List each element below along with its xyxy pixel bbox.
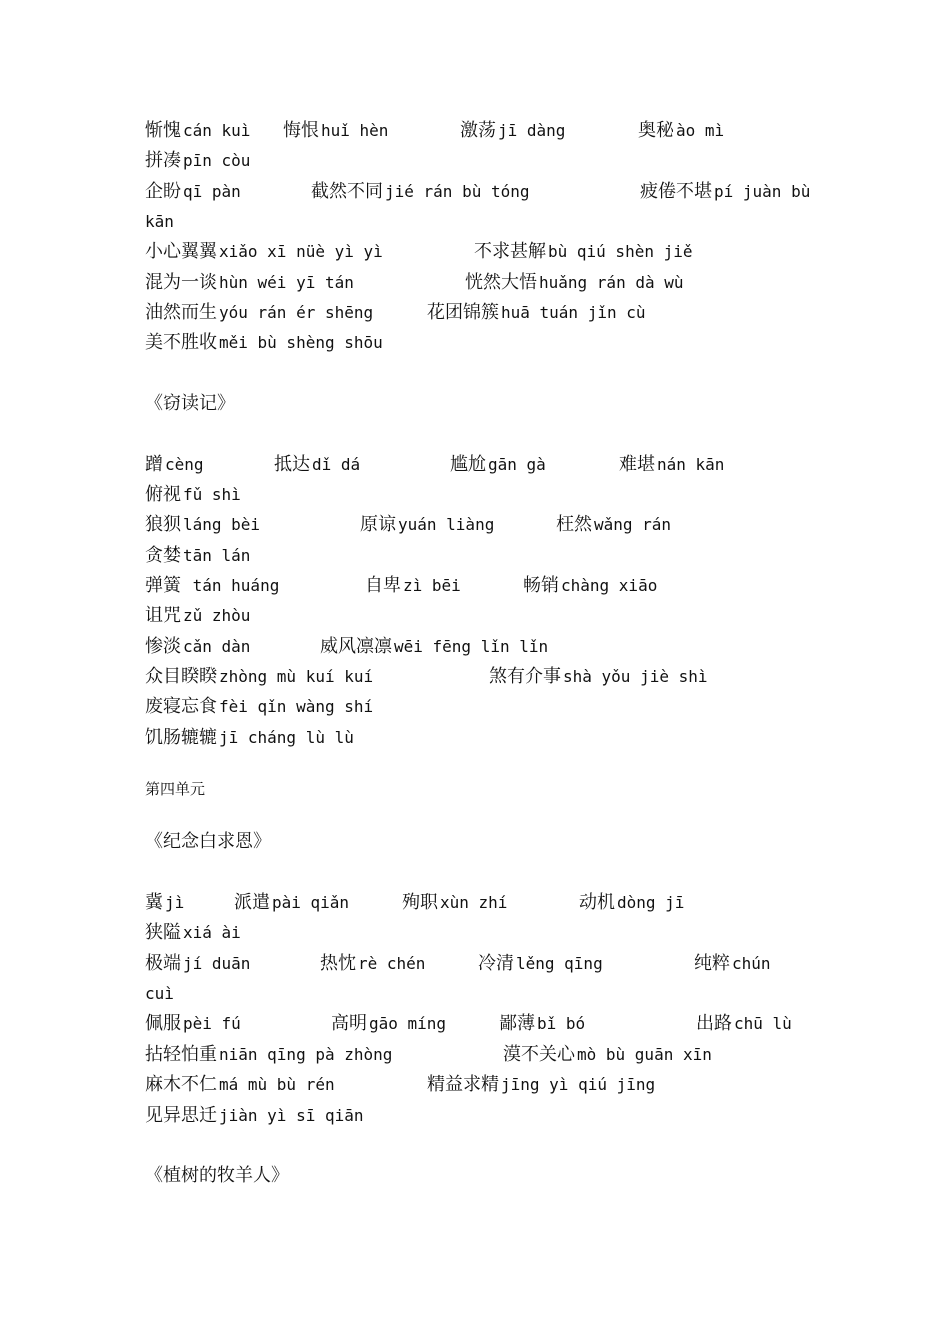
vocab-item: 枉然 wǎng rán (556, 514, 672, 535)
vocab-item: 美不胜收 měi bù shèng shōu (145, 332, 383, 353)
vocab-item: 尴尬 gān gà (450, 454, 546, 475)
vocab-item: 煞有介事 shà yǒu jiè shì (489, 666, 708, 687)
vocab-item: 恍然大悟 huǎng rán dà wù (465, 272, 684, 293)
vocab-item: 极端 jí duān (145, 953, 251, 974)
vocab-item: kān (145, 212, 174, 231)
vocab-item: 众目睽睽 zhòng mù kuí kuí (145, 666, 374, 687)
vocab-item: 威风凛凛 wēi fēng lǐn lǐn (320, 636, 549, 657)
vocab-item: 鄙薄 bǐ bó (499, 1013, 586, 1034)
vocab-item: 企盼 qī pàn (145, 181, 241, 202)
vocab-item: 蹭 cèng (145, 454, 204, 475)
vocab-item: 弹簧 tán huáng (145, 575, 280, 596)
vocab-item: 出路 chū lù (696, 1013, 792, 1034)
vocab-item: 纯粹 chún (694, 953, 771, 974)
vocab-item: 油然而生 yóu rán ér shēng (145, 302, 374, 323)
vocab-item: 派遣 pài qiǎn (234, 892, 350, 913)
vocab-item: 悔恨 huǐ hèn (283, 120, 389, 141)
vocab-item: 高明 gāo míng (331, 1013, 447, 1034)
vocab-item: 拈轻怕重 niān qīng pà zhòng (145, 1044, 393, 1065)
vocab-item: 饥肠辘辘 jī cháng lù lù (145, 727, 354, 748)
vocab-item: 冀 jì (145, 892, 185, 913)
vocab-item: 小心翼翼 xiǎo xī nüè yì yì (145, 241, 383, 262)
vocab-item: 不求甚解 bù qiú shèn jiě (474, 241, 693, 262)
section-heading: 《纪念白求恩》 (145, 831, 271, 852)
vocab-item: 混为一谈 hùn wéi yī tán (145, 272, 354, 293)
vocab-item: 自卑 zì bēi (365, 575, 461, 596)
vocab-item: 贪婪 tān lán (145, 545, 251, 566)
vocab-item: 惭愧 cán kuì (145, 120, 251, 141)
vocab-item: 拼凑 pīn còu (145, 150, 251, 171)
vocab-item: cuì (145, 984, 174, 1003)
vocab-item: 抵达 dǐ dá (274, 454, 361, 475)
vocab-item: 殉职 xùn zhí (402, 892, 508, 913)
vocab-item: 畅销 chàng xiāo (523, 575, 658, 596)
section-heading: 《窃读记》 (145, 393, 235, 414)
section-heading: 《植树的牧羊人》 (145, 1165, 289, 1186)
vocab-item: 诅咒 zǔ zhòu (145, 605, 251, 626)
vocab-item: 截然不同 jié rán bù tóng (311, 181, 530, 202)
vocab-item: 奥秘 ào mì (638, 120, 725, 141)
vocab-item: 废寝忘食 fèi qǐn wàng shí (145, 696, 374, 717)
vocab-item: 动机 dòng jī (579, 892, 685, 913)
vocab-item: 俯视 fǔ shì (145, 484, 241, 505)
vocab-item: 惨淡 cǎn dàn (145, 636, 251, 657)
vocab-item: 热忱 rè chén (320, 953, 426, 974)
vocab-item: 花团锦簇 huā tuán jǐn cù (427, 302, 646, 323)
vocab-item: 麻木不仁 má mù bù rén (145, 1074, 335, 1095)
vocab-item: 冷清 lěng qīng (478, 953, 603, 974)
vocab-item: 见异思迁 jiàn yì sī qiān (145, 1105, 364, 1126)
vocab-item: 难堪 nán kān (619, 454, 725, 475)
vocab-item: 狼狈 láng bèi (145, 514, 261, 535)
vocab-item: 漠不关心 mò bù guān xīn (503, 1044, 712, 1065)
vocab-item: 原谅 yuán liàng (360, 514, 495, 535)
unit-title: 第四单元 (145, 780, 206, 798)
vocab-item: 佩服 pèi fú (145, 1013, 241, 1034)
vocab-item: 激荡 jī dàng (460, 120, 566, 141)
vocab-item: 狭隘 xiá ài (145, 922, 241, 943)
vocab-item: 精益求精 jīng yì qiú jīng (427, 1074, 656, 1095)
vocab-item: 疲倦不堪 pí juàn bù (640, 181, 811, 202)
